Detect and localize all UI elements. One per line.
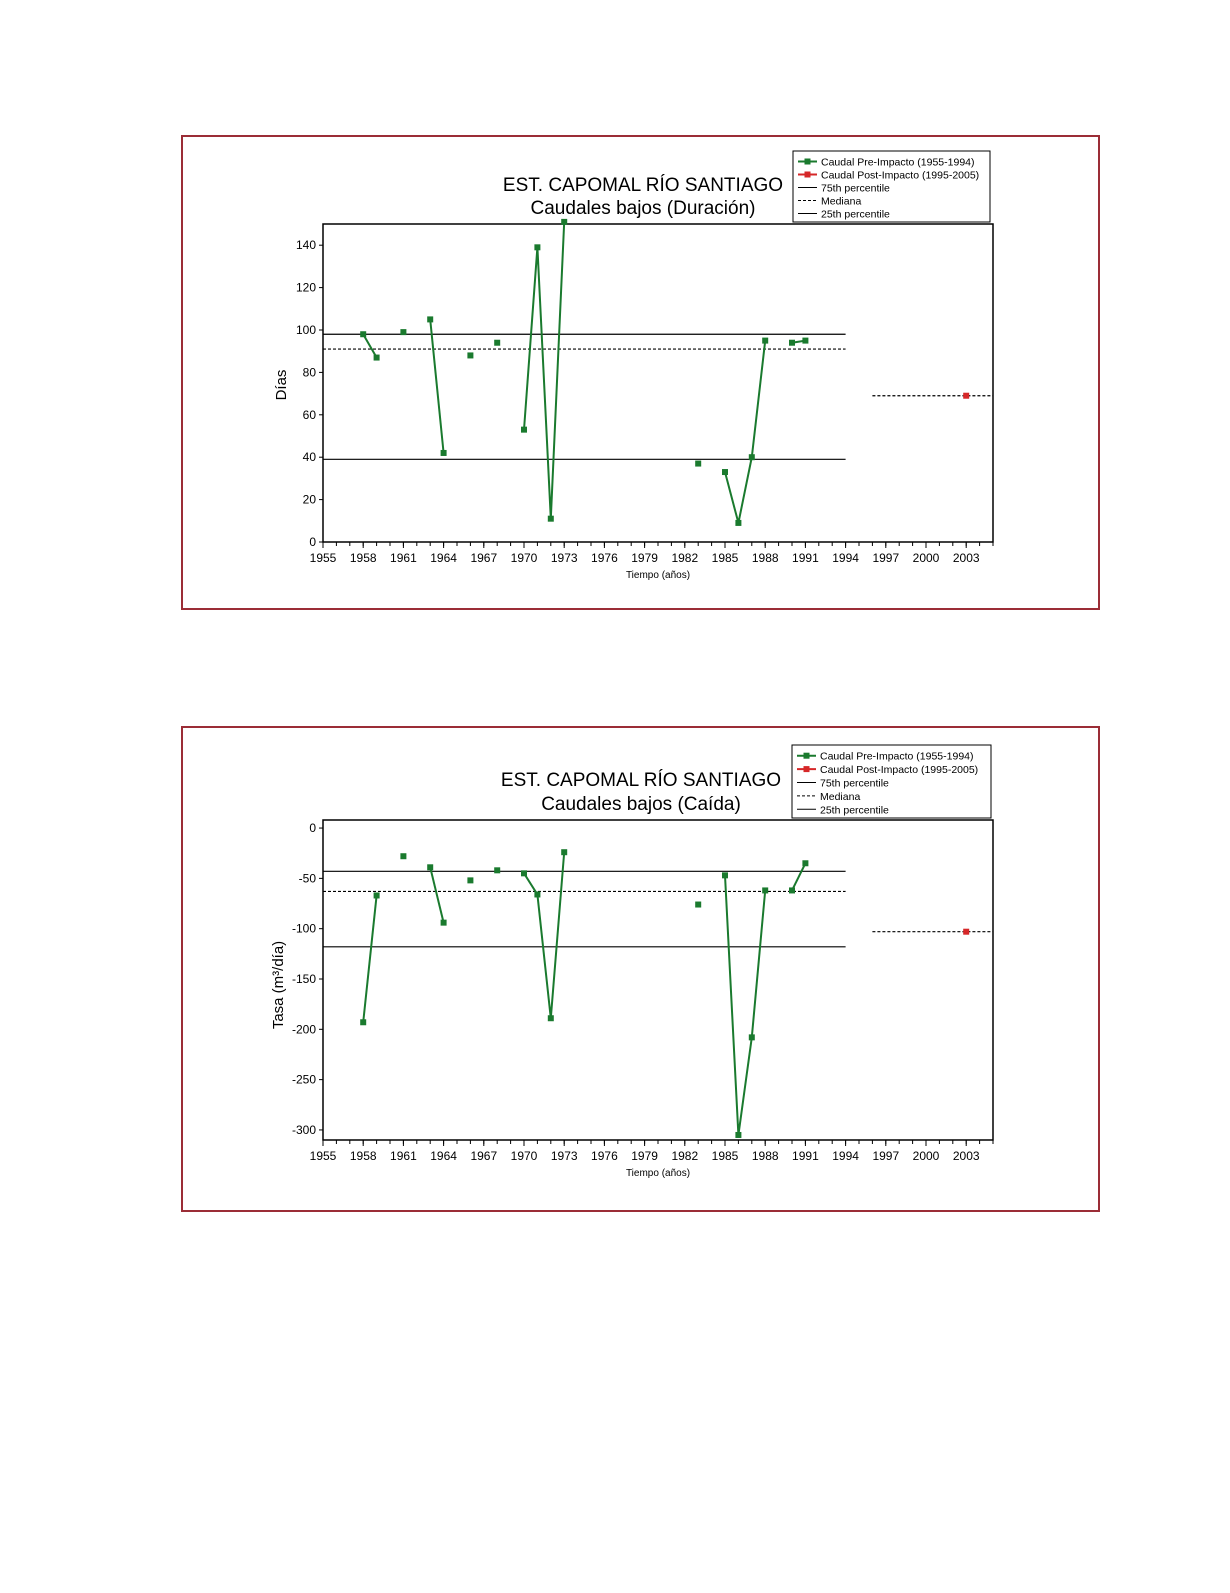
y-tick-label: 60: [302, 407, 316, 422]
x-tick-label: 1979: [631, 551, 658, 565]
pre-impact-point: [494, 867, 500, 873]
y-tick-label: 0: [309, 821, 316, 836]
x-tick-label: 1970: [510, 551, 538, 565]
pre-impact-point: [548, 516, 554, 522]
y-axis-label: Tasa (m³/día): [270, 940, 287, 1030]
pre-impact-point: [427, 864, 433, 870]
pre-impact-point: [467, 352, 473, 358]
y-tick-label: 120: [295, 280, 316, 295]
y-tick-label: -100: [291, 921, 316, 936]
x-tick-label: 1976: [591, 551, 618, 565]
pre-impact-point: [360, 1019, 366, 1025]
y-tick-label: 0: [309, 535, 316, 549]
pre-impact-point: [802, 338, 808, 344]
pre-impact-point: [561, 219, 567, 225]
pre-impact-point: [427, 316, 433, 322]
pre-impact-point: [762, 887, 768, 893]
legend-label: Caudal Pre-Impacto (1955-1994): [820, 750, 974, 763]
pre-impact-point: [722, 872, 728, 878]
x-axis-label: Tiempo (años): [625, 570, 691, 581]
legend-marker: [804, 766, 810, 772]
x-tick-label: 1973: [550, 1149, 578, 1163]
x-tick-label: 1964: [430, 1149, 457, 1163]
pre-impact-point: [374, 355, 380, 361]
legend: [792, 745, 991, 818]
chart-duracion: [183, 137, 1098, 608]
x-tick-label: 1970: [510, 1149, 538, 1163]
x-tick-label: 1961: [390, 551, 417, 565]
y-axis-label: Días: [273, 369, 290, 401]
x-tick-label: 1967: [470, 1149, 498, 1163]
pre-impact-point: [360, 331, 366, 337]
x-tick-label: 1985: [711, 551, 739, 565]
chart-frame-duracion: [181, 135, 1100, 610]
x-tick-label: 1967: [470, 551, 498, 565]
legend-label: Mediana: [820, 790, 861, 803]
x-tick-label: 1985: [711, 1149, 739, 1163]
legend-label: 75th percentile: [821, 182, 890, 195]
pre-impact-point: [441, 450, 447, 456]
legend-marker: [805, 159, 811, 165]
x-tick-label: 1991: [792, 551, 819, 565]
pre-impact-point: [561, 849, 567, 855]
legend-label: Caudal Post-Impacto (1995-2005): [820, 764, 979, 777]
x-tick-label: 2003: [952, 1149, 980, 1163]
x-tick-label: 1997: [872, 1149, 900, 1163]
pre-impact-point: [789, 887, 795, 893]
legend-marker: [805, 172, 811, 178]
y-tick-label: 140: [295, 238, 316, 253]
pre-impact-point: [789, 340, 795, 346]
pre-impact-point: [534, 891, 540, 897]
post-impact-point: [963, 393, 969, 399]
x-tick-label: 1994: [832, 551, 859, 565]
legend-label: 75th percentile: [820, 777, 889, 790]
y-tick-label: -250: [291, 1072, 316, 1087]
pre-impact-point: [534, 244, 540, 250]
legend: [793, 151, 990, 222]
legend-label: Caudal Post-Impacto (1995-2005): [821, 169, 980, 182]
pre-impact-point: [695, 461, 701, 467]
pre-impact-point: [749, 1034, 755, 1040]
x-tick-label: 1982: [671, 1149, 699, 1163]
x-tick-label: 2003: [952, 551, 980, 565]
chart-subtitle: Caudales bajos (Duración): [530, 198, 756, 219]
x-tick-label: 1955: [309, 551, 337, 565]
chart-title: EST. CAPOMAL RÍO SANTIAGO: [500, 770, 782, 791]
x-tick-label: 1988: [751, 1149, 779, 1163]
pre-impact-point: [735, 1132, 741, 1138]
pre-impact-point: [749, 454, 755, 460]
y-tick-label: 100: [295, 323, 316, 337]
legend-marker: [804, 753, 810, 759]
x-tick-label: 1994: [832, 1149, 859, 1163]
pre-impact-point: [400, 329, 406, 335]
x-tick-label: 1982: [671, 551, 699, 565]
pre-impact-point: [735, 520, 741, 526]
pre-impact-point: [695, 902, 701, 908]
x-tick-label: 2000: [912, 551, 940, 565]
x-axis-label: Tiempo (años): [625, 1168, 691, 1179]
y-tick-label: -50: [298, 871, 316, 886]
x-tick-label: 1973: [550, 551, 578, 565]
chart-caida: [183, 728, 1098, 1210]
pre-impact-point: [400, 853, 406, 859]
x-tick-label: 1964: [430, 551, 457, 565]
pre-impact-point: [441, 920, 447, 926]
x-tick-label: 1976: [591, 1149, 618, 1163]
pre-impact-point: [521, 870, 527, 876]
y-tick-label: -300: [291, 1122, 316, 1137]
x-tick-label: 1979: [631, 1149, 658, 1163]
x-tick-label: 2000: [912, 1149, 940, 1163]
y-tick-label: -200: [291, 1022, 316, 1037]
x-tick-label: 1961: [390, 1149, 417, 1163]
x-tick-label: 1958: [349, 1149, 377, 1163]
legend-label: Mediana: [821, 195, 862, 208]
pre-impact-point: [762, 338, 768, 344]
pre-impact-point: [521, 427, 527, 433]
legend-label: 25th percentile: [821, 208, 890, 221]
y-tick-label: 40: [302, 450, 316, 465]
x-tick-label: 1955: [309, 1149, 337, 1163]
pre-impact-point: [494, 340, 500, 346]
pre-impact-point: [467, 877, 473, 883]
plot-area: [323, 820, 993, 1140]
pre-impact-point: [722, 469, 728, 475]
pre-impact-point: [374, 892, 380, 898]
chart-title: EST. CAPOMAL RÍO SANTIAGO: [502, 175, 784, 196]
x-tick-label: 1958: [349, 551, 377, 565]
legend-label: Caudal Pre-Impacto (1955-1994): [821, 156, 975, 169]
legend-label: 25th percentile: [820, 804, 889, 817]
x-tick-label: 1988: [751, 551, 779, 565]
chart-frame-caida: [181, 726, 1100, 1212]
y-tick-label: 80: [302, 365, 316, 380]
plot-area: [323, 224, 993, 542]
x-tick-label: 1991: [792, 1149, 819, 1163]
pre-impact-point: [548, 1015, 554, 1021]
chart-subtitle: Caudales bajos (Caída): [541, 794, 741, 815]
y-tick-label: 20: [302, 492, 316, 507]
y-tick-label: -150: [291, 971, 316, 986]
post-impact-point: [963, 929, 969, 935]
x-tick-label: 1997: [872, 551, 900, 565]
pre-impact-point: [802, 860, 808, 866]
